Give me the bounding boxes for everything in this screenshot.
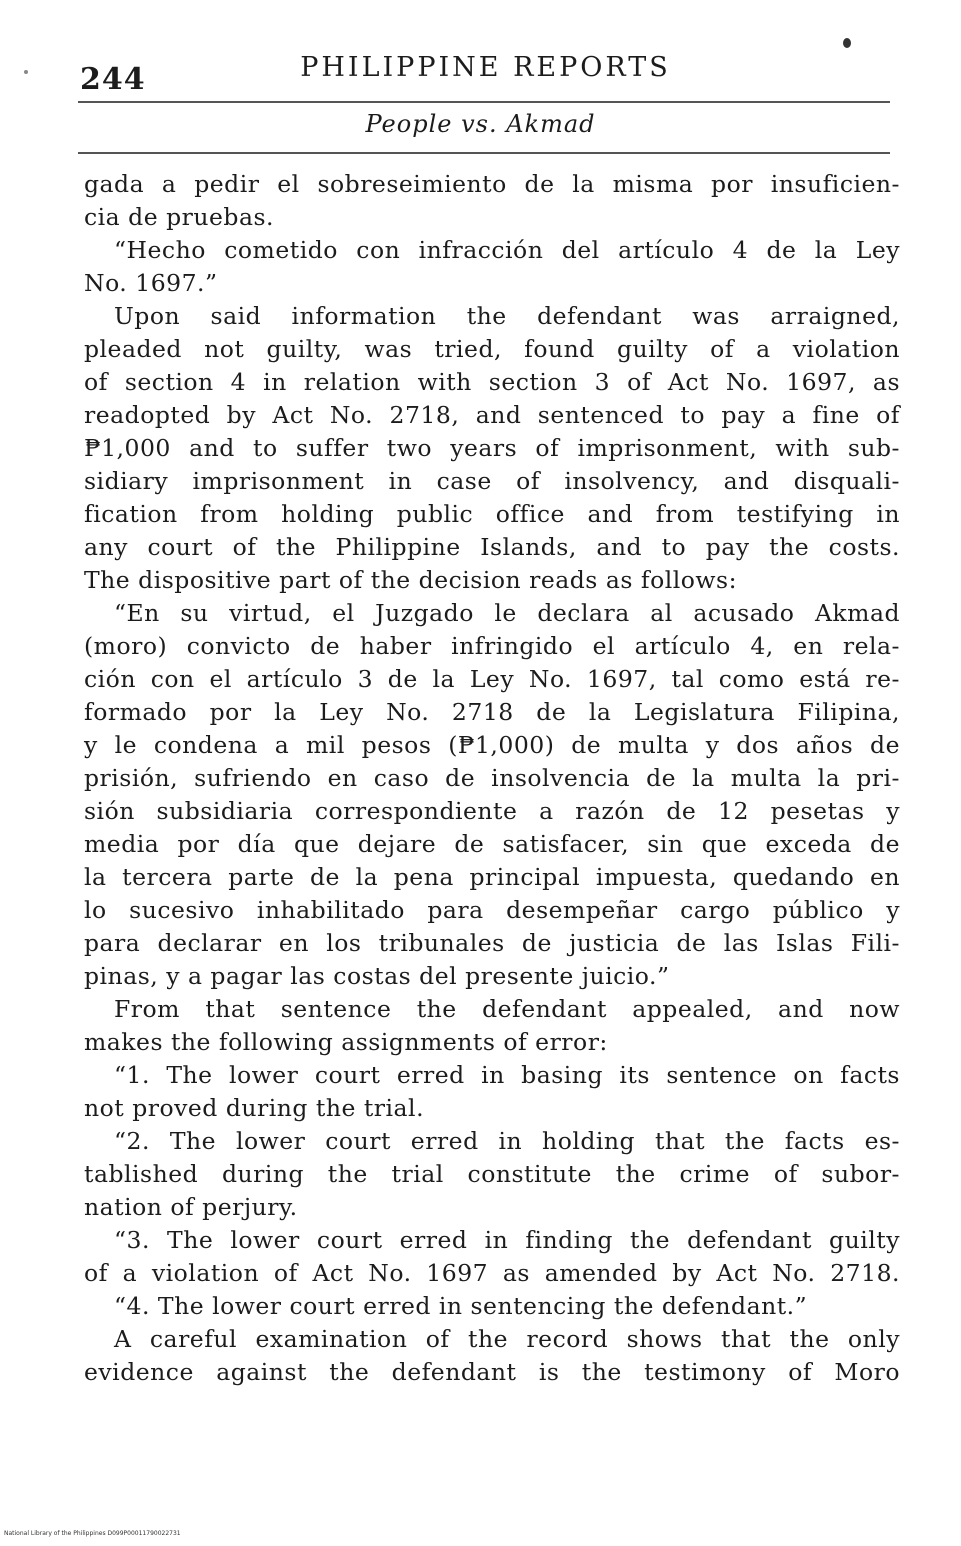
text-line: formado por la Ley No. 2718 de la Legislatura Filipina,: [84, 698, 900, 726]
text-line: of a violation of Act No. 1697 as amended by Act No. 2718.: [84, 1259, 900, 1287]
text-line: tablished during the trial constitute the crime of subor-: [84, 1160, 900, 1188]
text-line: gada a pedir el sobreseimiento de la misma por insuficien-: [84, 170, 900, 198]
text-line: fication from holding public office and from testifying in: [84, 500, 900, 528]
text-line: of section 4 in relation with section 3 of Act No. 1697, as: [84, 368, 900, 396]
text-line: “En su virtud, el Juzgado le declara al acusado Akmad: [114, 599, 900, 627]
text-line: “4. The lower court erred in sentencing the defendant.”: [114, 1292, 808, 1320]
text-line: lo sucesivo inhabilitado para desempeñar cargo público y: [84, 896, 900, 924]
text-line: sidiary imprisonment in case of insolvency, and disquali-: [84, 467, 900, 495]
body-text: [84, 168, 900, 1389]
text-line: pinas, y a pagar las costas del presente juicio.”: [84, 962, 670, 990]
page-number: 244: [80, 62, 146, 97]
text-line: No. 1697.”: [84, 269, 218, 297]
case-title: People vs. Akmad: [365, 110, 596, 138]
text-line: sión subsidiaria correspondiente a razón de 12 pesetas y: [84, 797, 900, 825]
text-line: ₱1,000 and to suffer two years of imprisonment, with sub-: [84, 434, 900, 462]
scan-credit: National Library of the Philippines D099P00011790022731: [4, 1530, 181, 1537]
text-line: media por día que dejare de satisfacer, sin que exceda de: [84, 830, 900, 858]
text-line: “2. The lower court erred in holding that the facts es-: [114, 1127, 900, 1155]
text-line: y le condena a mil pesos (₱1,000) de multa y dos años de: [84, 731, 900, 759]
text-line: prisión, sufriendo en caso de insolvencia de la multa la pri-: [84, 764, 900, 792]
text-line: (moro) convicto de haber infringido el artículo 4, en rela-: [84, 632, 900, 660]
text-line: The dispositive part of the decision reads as follows:: [84, 566, 737, 594]
scan-speck: [24, 70, 28, 74]
running-title: PHILIPPINE REPORTS: [300, 52, 671, 83]
text-line: la tercera parte de la pena principal impuesta, quedando en: [84, 863, 900, 891]
text-line: “Hecho cometido con infracción del artículo 4 de la Ley: [114, 236, 900, 264]
text-line: nation of perjury.: [84, 1193, 298, 1221]
scan-speck: [843, 38, 851, 48]
text-line: pleaded not guilty, was tried, found guilty of a violation: [84, 335, 900, 363]
text-line: makes the following assignments of error:: [84, 1028, 608, 1056]
header-rule-bottom: [78, 152, 890, 154]
text-line: not proved during the trial.: [84, 1094, 425, 1122]
text-line: ción con el artículo 3 de la Ley No. 1697, tal como está re-: [84, 665, 900, 693]
text-line: para declarar en los tribunales de justicia de las Islas Fili-: [84, 929, 900, 957]
header-rule-top: [78, 101, 890, 103]
text-line: Upon said information the defendant was arraigned,: [114, 302, 900, 330]
text-line: readopted by Act No. 2718, and sentenced to pay a fine of: [84, 401, 900, 429]
text-line: evidence against the defendant is the testimony of Moro: [84, 1358, 900, 1386]
text-line: A careful examination of the record shows that the only: [114, 1325, 900, 1353]
text-line: From that sentence the defendant appealed, and now: [114, 995, 900, 1023]
text-line: cia de pruebas.: [84, 203, 274, 231]
text-line: “3. The lower court erred in finding the defendant guilty: [114, 1226, 900, 1254]
text-line: any court of the Philippine Islands, and to pay the costs.: [84, 533, 900, 561]
text-line: “1. The lower court erred in basing its sentence on facts: [114, 1061, 900, 1089]
